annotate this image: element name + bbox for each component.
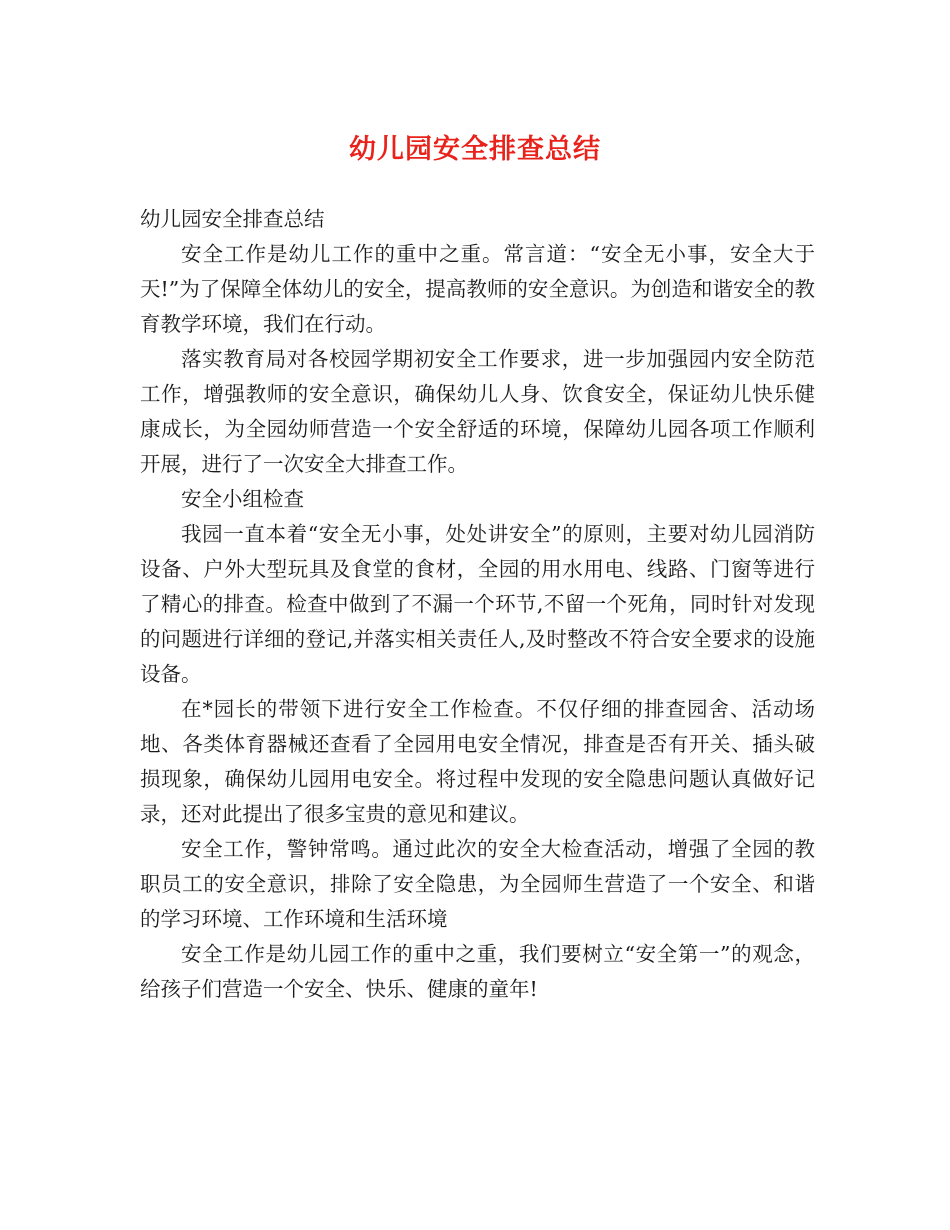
paragraph: 安全工作是幼儿园工作的重中之重，我们要树立“安全第一”的观念，给孩子们营造一个安全、快乐、健康的童年!	[140, 942, 815, 1001]
paragraph: 安全工作是幼儿工作的重中之重。常言道：“安全无小事，安全大于天!”为了保障全体幼儿的安全，提高教师的安全意识。为创造和谐安全的教育教学环境，我们在行动。	[140, 242, 815, 336]
paragraph: 安全工作，警钟常鸣。通过此次的安全大检查活动，增强了全园的教职员工的安全意识，排除了安全隐患，为全园师生营造了一个安全、和谐的学习环境、工作环境和生活环境	[140, 837, 815, 931]
paragraph: 落实教育局对各校园学期初安全工作要求，进一步加强园内安全防范工作，增强教师的安全意识，确保幼儿人身、饮食安全，保证幼儿快乐健康成长，为全园幼师营造一个安全舒适的环境，保障幼儿园各项工作顺利开展，进行了一次安全大排查工作。	[140, 347, 815, 476]
document-body	[140, 202, 815, 1007]
section-heading: 安全小组检查	[181, 487, 304, 511]
document-subtitle: 幼儿园安全排查总结	[140, 207, 325, 231]
document-title: 幼儿园安全排查总结	[349, 134, 601, 165]
paragraph: 在*园长的带领下进行安全工作检查。不仅仔细的排查园舍、活动场地、各类体育器械还查看了全园用电安全情况，排查是否有开关、插头破损现象，确保幼儿园用电安全。将过程中发现的安全隐患问题认真做好记录，还对此提出了很多宝贵的意见和建议。	[140, 697, 815, 826]
paragraph: 我园一直本着“安全无小事，处处讲安全”的原则，主要对幼儿园消防设备、户外大型玩具及食堂的食材，全园的用水用电、线路、门窗等进行了精心的排查。检查中做到了不漏一个环节,不留一个死角，同时针对发现的问题进行详细的登记,并落实相关责任人,及时整改不符合安全要求的设施设备。	[140, 522, 815, 686]
